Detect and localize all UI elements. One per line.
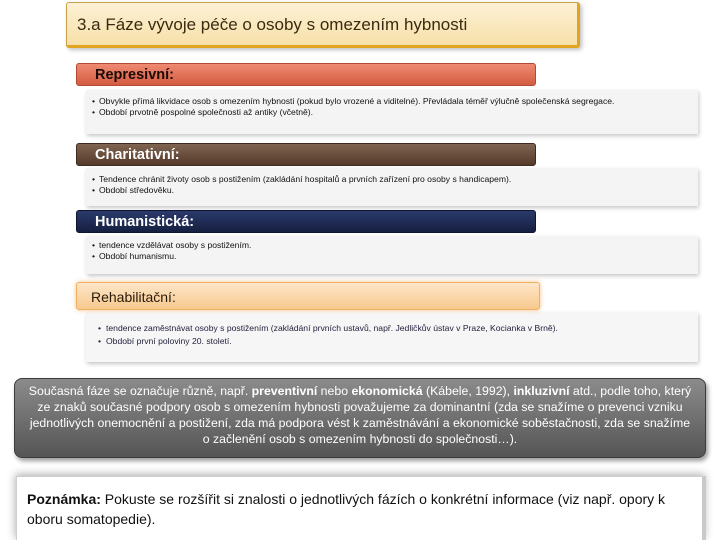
section-header-rehabilitacni: Rehabilitační: [76,282,540,310]
section-body-represivni [86,90,698,134]
note-text: Pokuste se rozšířit si znalosti o jednotlivých fázích o konkrétní informace (viz např. opory k oboru somatopedie). [27,491,666,527]
info-keyword-preventivni: preventivní [251,384,318,398]
section-header-humanisticka: Humanistická: [76,210,536,233]
list-item: • Tendence chránit životy osob s postižením (zakládání hospitalů a prvních zařízení pro osoby s handicapem). [92,174,698,185]
list-item: • Obvykle přímá likvidace osob s omezením hybnosti (pokud bylo vrozené a viditelné). Převládala téměř výlučně společenská segregace. [92,96,698,107]
section-header-represivni: Represivní: [76,63,536,86]
list-item: • Období prvotně pospolné společnosti až antiky (včetně). [92,107,698,118]
list-item: • Období první poloviny 20. století. [92,335,698,348]
bullet-list [92,174,698,195]
list-item: • tendence zaměstnávat osoby s postižením (zakládání prvních ustavů, např. Jedličkův ústav v Praze, Kocianka v Brně). [92,322,698,335]
list-item: • tendence vzdělávat osoby s postižením. [92,240,698,251]
current-phase-info-box [14,378,706,458]
info-text: Současná fáze se označuje různě, např. [28,384,252,398]
bullet-list [92,322,698,348]
info-text: nebo [317,384,352,398]
note-label: Poznámka: [27,491,101,507]
page-title: 3.a Fáze vývoje péče o osoby s omezením hybnosti [77,15,468,34]
bullet-list [92,240,698,261]
note-box [16,476,706,540]
bullet-list [92,96,698,117]
info-keyword-ekonomicka: ekonomická [351,384,423,398]
list-item: • Období humanismu. [92,251,698,262]
info-keyword-inkluzivni: inkluzivní [513,384,570,398]
section-body-rehabilitacni [86,312,698,362]
list-item: • Období středověku. [92,185,698,196]
section-body-humanisticka [86,236,698,274]
section-body-charitativni [86,168,698,206]
info-text: atd., podle toho, který ze znaků současné podpory osob s omezením hybnosti považujeme za dominantní (zda se snažíme o prevenci vzniku jednotlivých onemocnění a postižení, zda má podpora vést k zaměstnávání a ekonomické soběstačnosti, zda se snažíme o začlenění osob s omezením hybnosti do společnosti…). [29,384,692,446]
section-header-charitativni: Charitativní: [76,143,536,166]
title-box [66,2,580,48]
info-text: (Kábele, 1992), [422,384,514,398]
